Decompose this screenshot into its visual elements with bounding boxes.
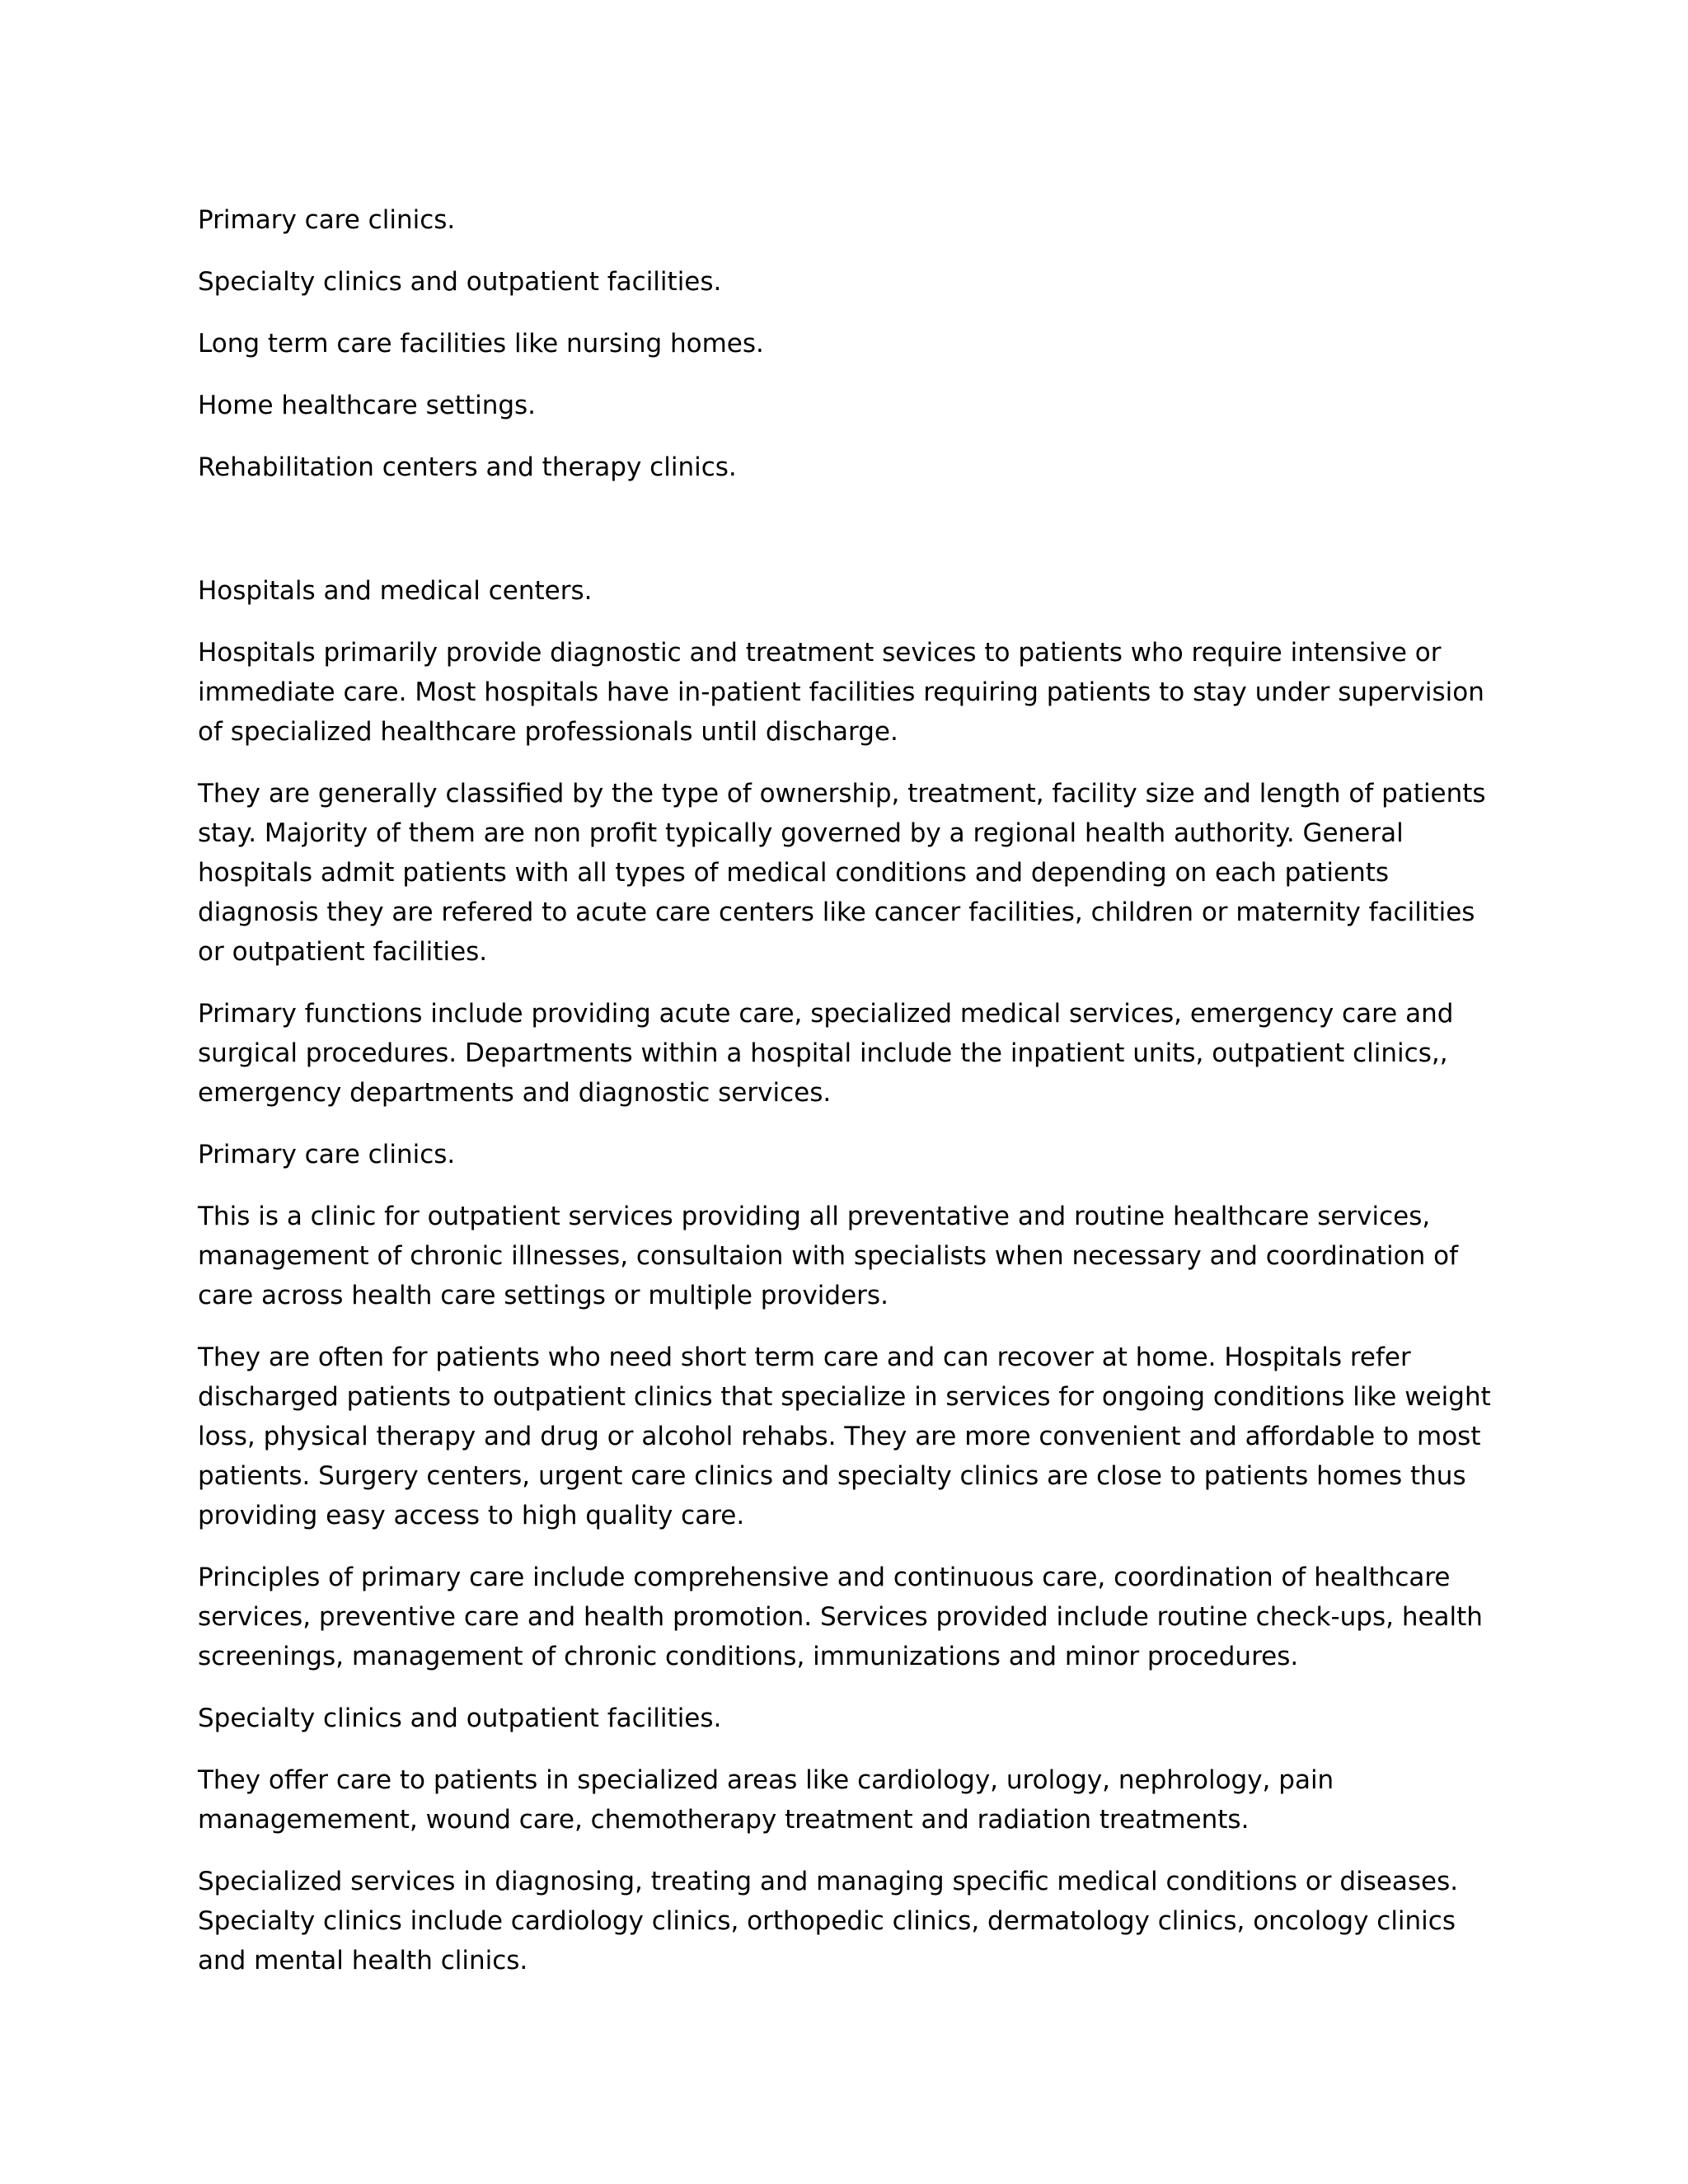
paragraph: Specialty clinics and outpatient facilities. (198, 1704, 722, 1733)
paragraph: Specialty clinics and outpatient facilities. (198, 267, 722, 297)
paragraph: This is a clinic for outpatient services providing all preventative and routine healthcare services, management of chronic illnesses, consultaion with specialists when necessary and coordination of care across health care settings or multiple providers. (198, 1202, 1458, 1310)
paragraph: Principles of primary care include comprehensive and continuous care, coordination of healthcare services, preventive care and health promotion. Services provided include routine check-ups, health screenings, management of chronic conditions, immunizations and minor procedures. (198, 1563, 1483, 1671)
paragraph: Hospitals and medical centers. (198, 576, 593, 606)
empty-paragraph (198, 509, 1500, 549)
paragraph: They are generally classified by the type of ownership, treatment, facility size and length of patients stay. Majority of them are non profit typically governed by a regional health authority. General hospitals admit patients with all types of medical conditions and depending on each patients diagnosis they are refered to acute care centers like cancer facilities, children or maternity facilities or outpatient facilities. (198, 779, 1486, 967)
paragraph: They offer care to patients in specialized areas like cardiology, urology, nephrology, pain managemement, wound care, chemotherapy treatment and radiation treatments. (198, 1765, 1334, 1835)
document-body (198, 200, 1500, 2003)
paragraph: They are often for patients who need short term care and can recover at home. Hospitals refer discharged patients to outpatient clinics that specialize in services for ongoing conditions like weight loss, physical therapy and drug or alcohol rehabs. They are more convenient and affordable to most patients. Surgery centers, urgent care clinics and specialty clinics are close to patients homes thus providing easy access to high quality care. (198, 1343, 1491, 1530)
paragraph: Hospitals primarily provide diagnostic and treatment sevices to patients who require intensive or immediate care. Most hospitals have in-patient facilities requiring patients to stay under supervision of specialized healthcare professionals until discharge. (198, 638, 1484, 747)
paragraph: Long term care facilities like nursing homes. (198, 329, 764, 359)
paragraph: Primary care clinics. (198, 1140, 456, 1169)
paragraph: Primary functions include providing acute care, specialized medical services, emergency care and surgical procedures. Departments within a hospital include the inpatient units, outpatient clinics,, emergency departments and diagnostic services. (198, 999, 1454, 1108)
paragraph: Rehabilitation centers and therapy clinics. (198, 452, 737, 482)
paragraph: Specialized services in diagnosing, treating and managing specific medical conditions or diseases. Specialty clinics include cardiology clinics, orthopedic clinics, dermatology clinics, oncology clinics and mental health clinics. (198, 1867, 1459, 1975)
paragraph: Home healthcare settings. (198, 391, 537, 420)
paragraph: Primary care clinics. (198, 205, 456, 235)
